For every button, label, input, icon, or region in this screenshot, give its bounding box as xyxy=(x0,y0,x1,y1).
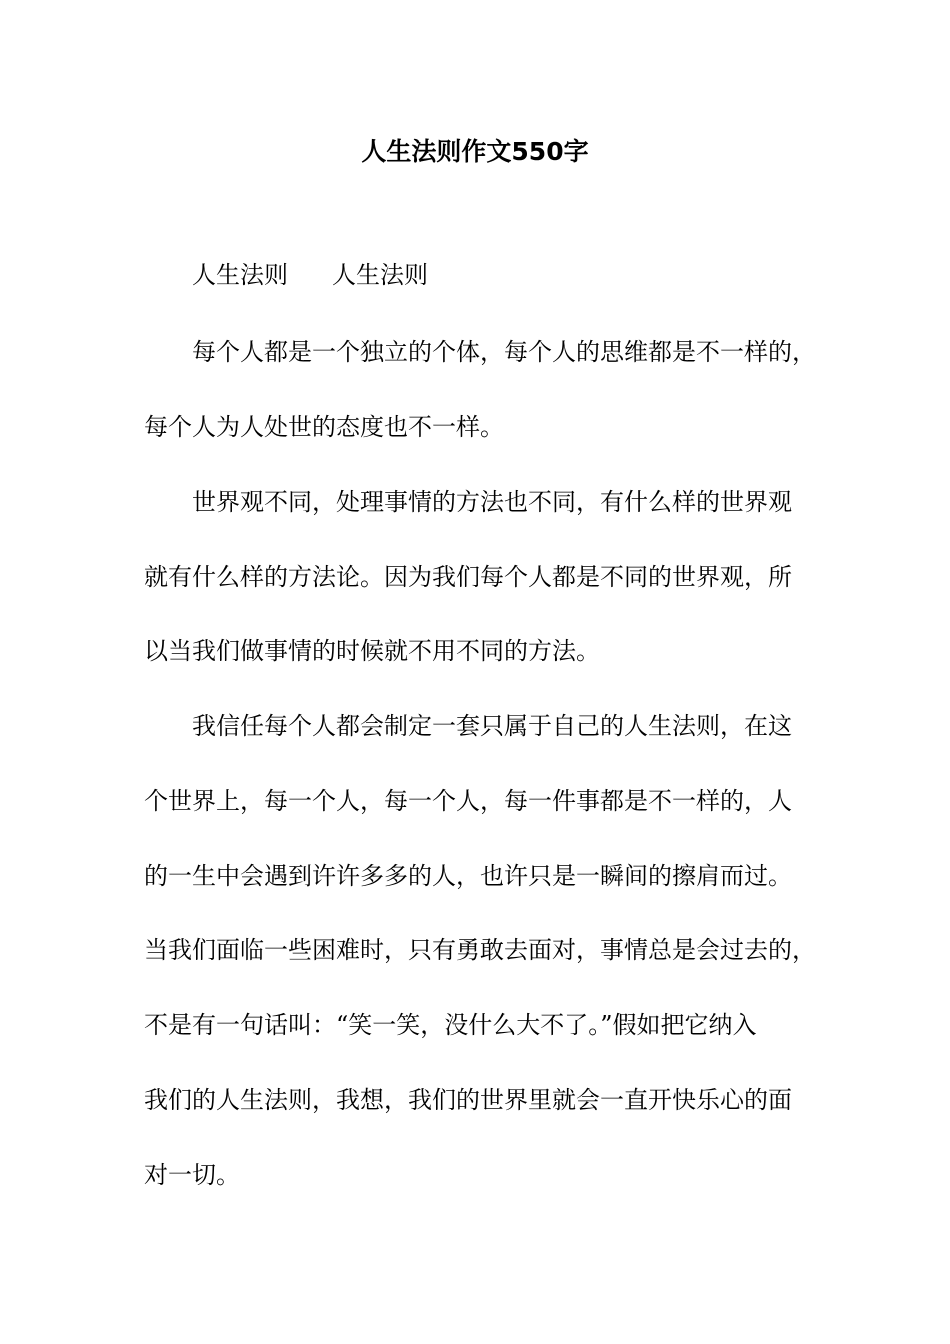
paragraph-3-line-3: 的一生中会遇到许许多多的人，也许只是一瞬间的擦肩而过。 xyxy=(144,862,792,890)
paragraph-3-line-7: 对一切。 xyxy=(144,1161,240,1189)
paragraph-1-line-2: 每个人为人处世的态度也不一样。 xyxy=(144,413,504,441)
subtitle-part-2: 人生法则 xyxy=(332,261,428,289)
paragraph-3-line-6: 我们的人生法则，我想，我们的世界里就会一直开快乐心的面 xyxy=(144,1086,792,1114)
paragraph-2-line-3: 以当我们做事情的时候就不用不同的方法。 xyxy=(144,637,600,665)
paragraph-2-line-1: 世界观不同，处理事情的方法也不同，有什么样的世界观 xyxy=(192,488,792,516)
document-title: 人生法则作文550字 xyxy=(361,137,589,166)
subtitle-line xyxy=(192,257,428,293)
paragraph-1-line-1: 每个人都是一个独立的个体，每个人的思维都是不一样的， xyxy=(192,338,816,366)
paragraph-3-line-1: 我信任每个人都会制定一套只属于自己的人生法则，在这 xyxy=(192,712,792,740)
subtitle-part-1: 人生法则 xyxy=(192,261,288,289)
paragraph-3-line-2: 个世界上，每一个人，每一个人，每一件事都是不一样的，人 xyxy=(144,787,792,815)
paragraph-3-line-4: 当我们面临一些困难时，只有勇敢去面对，事情总是会过去的， xyxy=(144,936,816,964)
paragraph-3-line-5: 不是有一句话叫：“笑一笑，没什么大不了。”假如把它纳入 xyxy=(144,1011,757,1039)
paragraph-2-line-2: 就有什么样的方法论。因为我们每个人都是不同的世界观，所 xyxy=(144,563,792,591)
